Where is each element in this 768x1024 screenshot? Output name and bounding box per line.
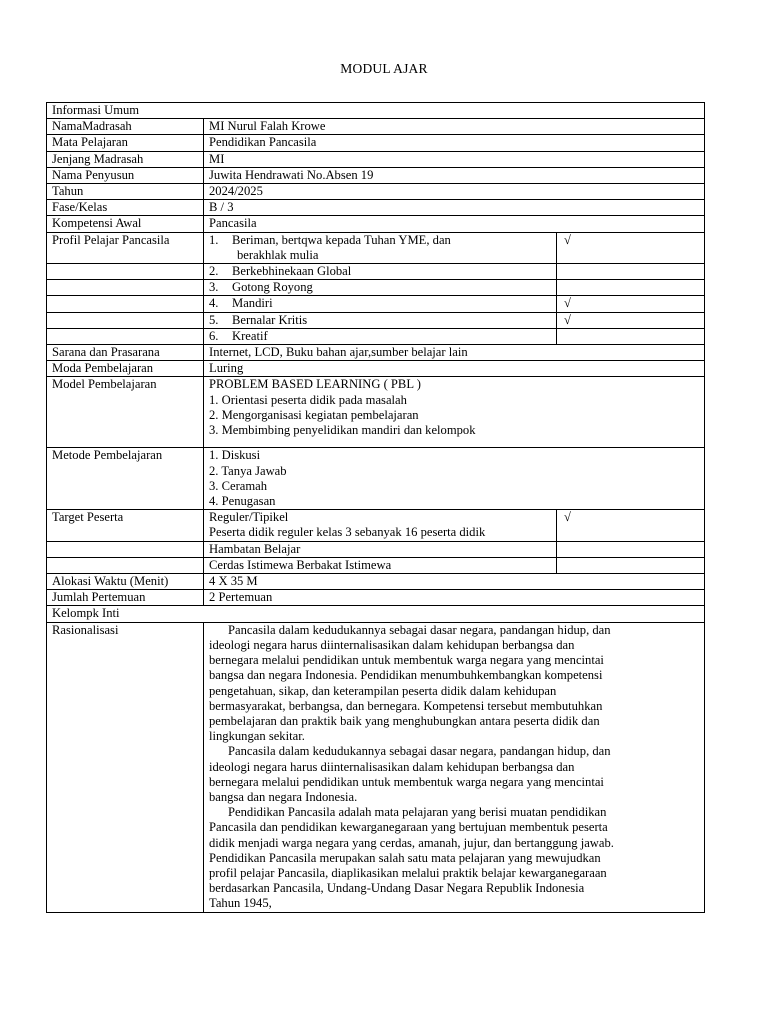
row-label: Sarana dan Prasarana [47,345,204,361]
section-row-informasi-umum [47,103,705,119]
table-row [47,200,705,216]
section-informasi-umum: Informasi Umum [47,103,705,119]
row-value: MI Nurul Falah Krowe [204,119,705,135]
profil-item [204,264,557,280]
model-step: 3. Membimbing penyelidikan mandiri dan kelompok [209,423,476,438]
row-label: Target Peserta [47,510,204,541]
item-text: Berkebhinekaan Global [232,264,352,279]
row-label: Nama Penyusun [47,167,204,183]
item-text: Bernalar Kritis [232,312,308,327]
table-row [47,151,705,167]
table-row [47,590,705,606]
table-row [47,184,705,200]
row-label: Mata Pelajaran [47,135,204,151]
item-text-continued: berakhlak mulia [237,247,319,262]
target-row [47,541,705,557]
rasionalisasi-content [204,622,705,912]
row-label: Moda Pembelajaran [47,361,204,377]
target-description: Peserta didik reguler kelas 3 sebanyak 16 peserta didik [209,525,486,540]
table-row [47,345,705,361]
item-number: 1. [209,232,219,247]
item-text: Beriman, bertqwa kepada Tuhan YME, dan [232,232,451,247]
profil-item [204,328,557,344]
profil-item [204,312,557,328]
row-label: Jumlah Pertemuan [47,590,204,606]
profil-item [204,296,557,312]
row-label: Rasionalisasi [47,622,204,912]
row-label: Kompetensi Awal [47,216,204,232]
row-label: Model Pembelajaran [47,377,204,448]
metode-item: 2. Tanya Jawab [209,463,287,478]
model-step: 1. Orientasi peserta didik pada masalah [209,392,407,407]
rasionalisasi-paragraph: Pancasila dalam kedudukannya sebagai dasar negara, pandangan hidup, dan ideologi negara harus diinternalisasikan dalam kehidupan berbangsa dan bernegara melalui pendidikan untuk membentuk warga negara yang mencintai bangsa dan negara Indonesia. Pendidikan menumbuhkembangkan kompetensi pengetahuan, sikap, dan keterampilan peserta didik dalam kehidupan bermasyarakat, berbangsa, dan bernegara. Kompetensi tersebut membutuhkan pembelajaran dan praktik baik yang menghubungkan antara peserta didik dan lingkungan sekitar. [209,622,611,744]
model-title: PROBLEM BASED LEARNING ( PBL ) [209,377,421,392]
item-number: 5. [209,312,219,327]
row-value: 4 X 35 M [204,574,705,590]
profil-row [47,296,705,312]
profil-label: Profil Pelajar Pancasila [47,232,204,263]
check-mark [557,264,705,280]
check-mark: √ [557,232,705,263]
section-kelompok-inti: Kelompk Inti [47,606,705,622]
metode-item: 3. Ceramah [209,478,268,493]
metode-item: 4. Penugasan [209,494,276,509]
rasionalisasi-paragraph: Pendidikan Pancasila adalah mata pelajaran yang berisi muatan pendidikan Pancasila dan pendidikan kewarganegaraan yang bertujuan membentuk peserta didik menjadi warga negara yang cerdas, amanah, jujur, dan bertanggung jawab. Pendidikan Pancasila merupakan salah satu mata pelajaran yang mewujudkan profil pelajar Pancasila, diaplikasikan melalui praktik belajar kewarganegaraan berdasarkan Pancasila, Undang-Undang Dasar Negara Republik Indonesia Tahun 1945, [209,805,614,911]
item-text: Gotong Royong [232,280,313,295]
table-row [47,216,705,232]
check-mark: √ [557,312,705,328]
profil-row [47,232,705,263]
rasionalisasi-row [47,622,705,912]
item-text: Kreatif [232,328,268,343]
check-mark [557,328,705,344]
item-number: 3. [209,280,219,295]
table-row [47,574,705,590]
metode-row [47,448,705,510]
model-content [204,377,705,448]
target-hambatan: Hambatan Belajar [204,541,557,557]
target-content [204,510,557,541]
row-label: Metode Pembelajaran [47,448,204,510]
item-number: 4. [209,296,219,311]
row-label: Fase/Kelas [47,200,204,216]
metode-item: 1. Diskusi [209,448,261,463]
check-mark [557,280,705,296]
section-row-kelompok-inti [47,606,705,622]
row-label: NamaMadrasah [47,119,204,135]
item-number: 2. [209,264,219,279]
row-value: Juwita Hendrawati No.Absen 19 [204,167,705,183]
target-type: Reguler/Tipikel [209,510,289,525]
profil-item [204,232,557,263]
target-row [47,510,705,541]
document-title: MODUL AJAR [340,61,428,76]
item-number: 6. [209,328,219,343]
profil-row [47,328,705,344]
profil-row [47,264,705,280]
table-row [47,167,705,183]
check-mark: √ [557,510,705,541]
row-label: Jenjang Madrasah [47,151,204,167]
row-value: 2 Pertemuan [204,590,705,606]
modul-table [46,102,705,913]
rasionalisasi-paragraph: Pancasila dalam kedudukannya sebagai dasar negara, pandangan hidup, dan ideologi negara harus diinternalisasikan dalam kehidupan berbangsa dan bernegara melalui pendidikan untuk membentuk warga negara yang mencintai bangsa dan negara Indonesia. [209,744,611,804]
row-value: Pendidikan Pancasila [204,135,705,151]
model-step: 2. Mengorganisasi kegiatan pembelajaran [209,407,419,422]
check-mark: √ [557,296,705,312]
table-row [47,119,705,135]
model-row [47,377,705,448]
table-row [47,361,705,377]
row-value: B / 3 [204,200,705,216]
row-label: Alokasi Waktu (Menit) [47,574,204,590]
row-value: Internet, LCD, Buku bahan ajar,sumber belajar lain [204,345,705,361]
row-value: Pancasila [204,216,705,232]
row-value: Luring [204,361,705,377]
target-cerdas: Cerdas Istimewa Berbakat Istimewa [204,557,557,573]
row-value: 2024/2025 [204,184,705,200]
profil-row [47,280,705,296]
metode-content [204,448,705,510]
row-label: Tahun [47,184,204,200]
row-value: MI [204,151,705,167]
target-row [47,557,705,573]
item-text: Mandiri [232,296,273,311]
table-row [47,135,705,151]
profil-row [47,312,705,328]
profil-item [204,280,557,296]
